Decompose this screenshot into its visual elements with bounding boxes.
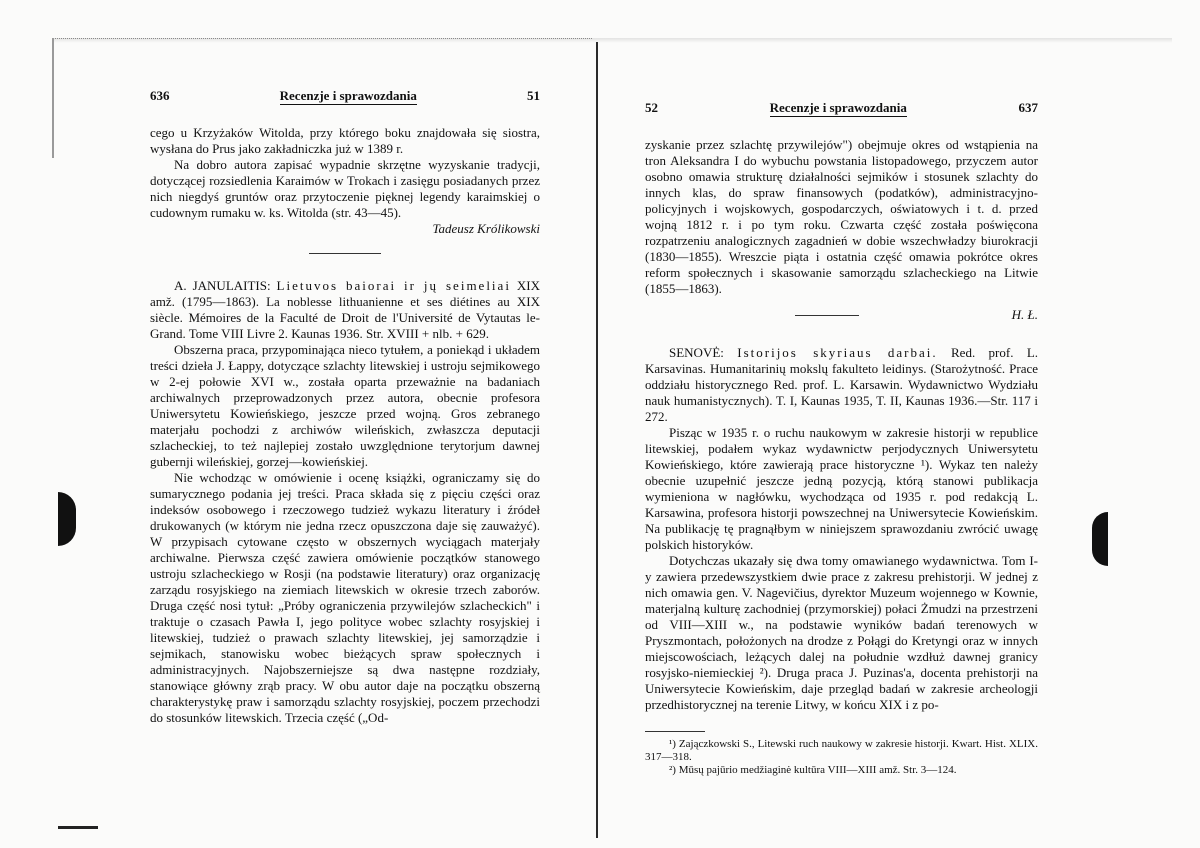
paragraph: Nie wchodząc w omówienie i ocenę książki, ograniczamy się do sumarycznego podania jej treści. Praca składa się z pięciu części oraz indeksów osobowego i rzeczowego tudzież wykazu literatury i źródeł drukowanych (w którym nie jedna rzecz opuszczona daje się zauważyć). W przypisach cytowane często w obszernych wyciągach materjały archiwalne. Pierwsza część zawiera omówienie początków stanowego ustroju szlacheckiego w Rosji (na podstawie literatury) oraz organizację zarządu rosyjskiego na ziemiach litewskich w okresie trzech zaborów. Druga część nosi tytuł: „Próby ograniczenia przywilejów szlacheckich" i traktuje o czasach Pawła I, jego polityce wobec szlachty rosyjskiej i litewskiej, tudzież o prawach szlachty litewskiej, jej samorządzie i sejmikach, stanowisku wobec bieżących spraw społecznych i administracyjnych. Najobszerniejsze są dwa następne rozdziały, stanowiące główny zrąb pracy. W obu autor daje na początku obszerną charakterystykę praw i samorządu szlachty rosyjskiej, poczem przechodzi do stosunków litewskich. Trzecia część („Od-	[150, 470, 540, 725]
book-gutter	[596, 42, 598, 838]
page-number-inner: 51	[526, 88, 540, 103]
book-left-edge	[52, 38, 54, 158]
paragraph: Obszerna praca, przypominająca nieco tytułem, a poniekąd i układem treści dzieła J. Łappy, dotyczące szlachty litewskiej i ustroju sejmikowego w 2-ej połowie XVI w., została oparta przeważnie na badaniach archiwalnych przeprowadzonych przez autora, obecnie profesora Uniwersytetu Kowieńskiego, jeszcze przed wojną. Gros zebranego materjału pochodzi z archiwów wileńskich, zwłaszcza deputacji szlacheckiej, to też najlepiej zostało uwzględnione terytorjum dawnej gubernji wileńskiej, gorzej—kowieńskiej.	[150, 342, 540, 469]
page-number-outer: 637	[1018, 100, 1038, 115]
footnote: ²) Mūsų pajūrio medžiaginė kultūra VIII—XIII amž. Str. 3—124.	[669, 764, 957, 776]
running-header	[645, 100, 1038, 117]
review-heading	[645, 345, 1038, 425]
footnote-separator	[645, 731, 705, 732]
review-title: Lietuvos baiorai ir jų seimeliai	[276, 278, 511, 293]
running-title: Recenzje i sprawozdania	[769, 100, 907, 115]
section-separator	[309, 253, 381, 254]
review-bibliography: Red. prof. L. Karsavinas. Humanitarinių mokslų fakulteto leidinys. (Starożytność. Prace oddziału historycznego Red. prof. L. Karsawin. Wydawnictwo Wydziału nauk humanistycznych). T. I, Kaunas 1935, T. II, Kaunas 1936.—Str. 117 i 272.	[645, 345, 1039, 424]
section-separator	[795, 315, 859, 316]
running-header	[150, 88, 540, 105]
reviewer-signature: H. Ł.	[1011, 307, 1038, 322]
scan-mark	[58, 826, 98, 829]
review-author: SENOVĖ:	[669, 345, 724, 360]
book-top-edge-dots	[52, 38, 592, 39]
running-title: Recenzje i sprawozdania	[279, 88, 417, 103]
page-number-outer: 636	[150, 88, 170, 103]
right-thumb-notch	[1092, 512, 1108, 566]
paragraph: Na dobro autora zapisać wypadnie skrzętne wyzyskanie tradycji, dotyczącej rozsiedlenia Karaimów w Trokach i zasięgu posiadanych przez nich niegdyś gruntów oraz przytoczenie pięknej legendy karaimskiej o cudownym rumaku w. ks. Witolda (str. 43—45).	[150, 157, 540, 220]
paragraph: Dotychczas ukazały się dwa tomy omawianego wydawnictwa. Tom I-y zawiera przedewszystkiem dwie prace z zakresu prehistorji. W jednej z nich omawia gen. V. Nagevičius, dyrektor Muzeum wojennego w Kownie, materjalną kulturę zachodniej (przymorskiej) połaci Żmudzi na przestrzeni od VIII—XIII w., na podstawie wyników badań terenowych w Pryszmontach, położonych na drodze z Połągi do Kretyngi oraz w innych miejscowościach, leżących dalej na południe wzdłuż dawnej granicy rosyjsko-niemieckiej ²). Druga praca J. Puzinas'a, docenta prehistorji na Uniwersytecie Kowieńskim, daje przegląd badań w zakresie archeologji przedhistorycznej na terenie Litwy, w końcu XIX i z po-	[645, 553, 1038, 712]
paragraph: Pisząc w 1935 r. o ruchu naukowym w zakresie historji w republice litewskiej, podałem wykaz wydawnictw perjodycznych Uniwersytetu Kowieńskiego, które zawierają prace historyczne ¹). Wykaz ten należy obecnie uzupełnić jeszcze jedną pozycją, którą stanowi publikacja wymieniona w nagłówku, wychodząca od 1935 r. pod redakcją L. Karsawina, profesora historji powszechnej na Uniwersytecie Kowieńskim. Na publikację tę pragnąłbym w niniejszem sprawozdaniu zwrócić uwagę polskich historyków.	[645, 425, 1038, 552]
review-author: A. JANULAITIS:	[174, 278, 271, 293]
review-bibliography: XIX amž. (1795—1863). La noblesse lithuanienne et ses diétines au XIX siècle. Mémoires de la Faculté de Droit de l'Université de Vytautas le-Grand. Tome VIII Livre 2. Kaunas 1936. Str. XVIII + nlb. + 629.	[150, 278, 540, 341]
page-number-inner: 52	[645, 100, 658, 115]
review-heading	[150, 278, 540, 342]
footnote: ¹) Zajączkowski S., Litewski ruch naukowy w zakresie historji. Kwart. Hist. XLIX. 317—318.	[645, 738, 1038, 763]
signature-row	[645, 307, 1038, 323]
continued-paragraph: zyskanie przez szlachtę przywilejów") obejmuje okres od wstąpienia na tron Aleksandra I do wybuchu powstania listopadowego, przyczem autor osobno omawia strukturę działalności sejmików i stosunek szlachty do innych klas, do spraw finansowych (podatków), administracyjno-policyjnych i wojskowych, gospodarczych, oświatowych i t. d. przed wojną 1812 r. i po tym roku. Czwarta część została poświęcona rozpatrzeniu analogicznych zagadnień w dobie wszechwładzy biurokracji (1830—1855). Wreszcie piąta i ostatnia część omawia pokrótce okres reform społecznych i skasowanie samorządu szlacheckiego na Litwie (1855—1863).	[645, 137, 1038, 296]
left-page	[150, 88, 540, 726]
continued-paragraph: cego u Krzyżaków Witolda, przy którego boku znajdowała się siostra, wysłana do Prus jako zakładniczka już w 1389 r.	[150, 125, 540, 156]
reviewer-signature: Tadeusz Królikowski	[432, 221, 540, 236]
right-page	[645, 100, 1038, 777]
review-title: Istorijos skyriaus darbai.	[737, 345, 938, 360]
